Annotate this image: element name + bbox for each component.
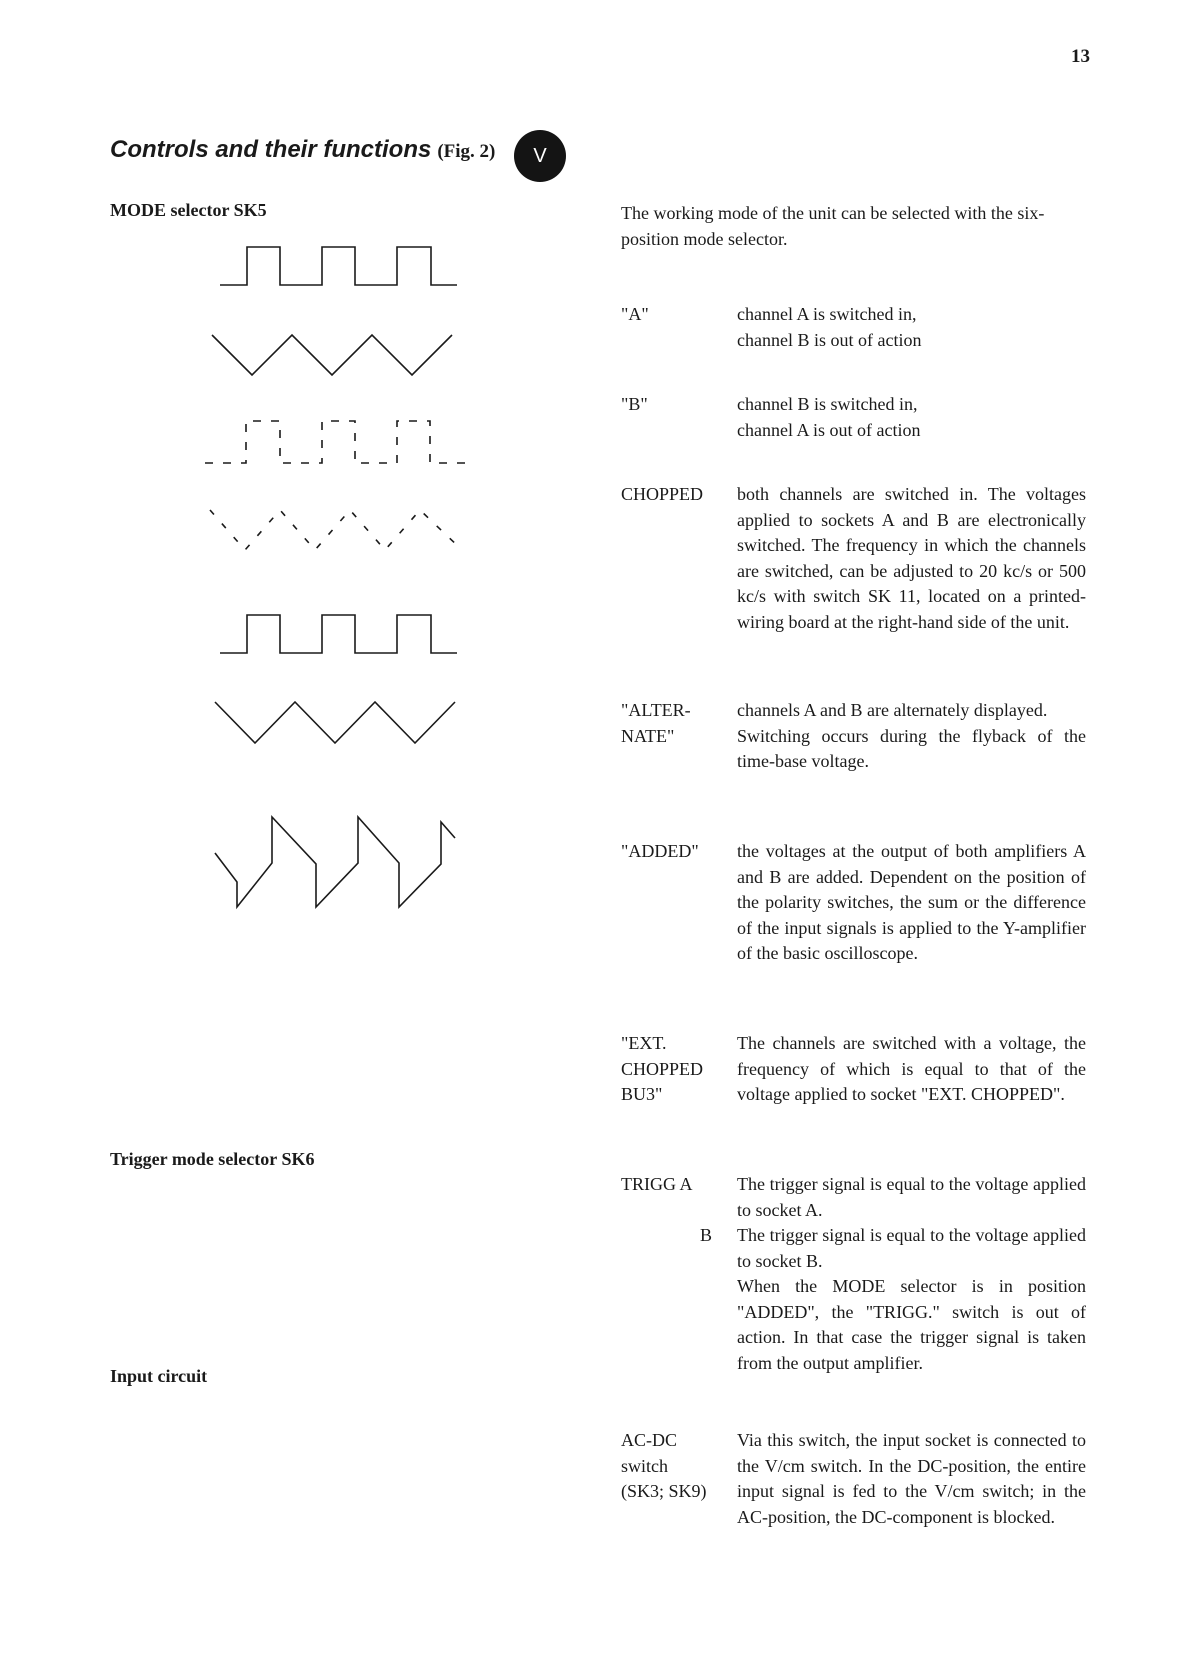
entry-label: CHOPPED <box>621 484 704 504</box>
entry-text: The trigger signal is equal to the voltage applied to socket B. When the MODE selector is in position "ADDED", the "TRIGG." switch is out of action. In that case the trigger signal is taken from the output amplifier. <box>737 1225 1086 1373</box>
mode-selector-heading: MODE selector SK5 <box>110 200 267 220</box>
entry-label: "ADDED" <box>621 841 699 861</box>
entry-text: channels A and B are alternately displayed. Switching occurs during the flyback of the time-base voltage. <box>737 700 1086 772</box>
input-circuit-heading: Input circuit <box>110 1366 208 1386</box>
entry-text: both channels are switched in. The voltages applied to sockets A and B are electronically switched. The frequency in which the channels are switched, can be adjusted to 20 kc/s or 500 kc/s with switch SK 11, located on a printed-wiring board at the right-hand side of the unit. <box>737 484 1086 632</box>
dashed-square-wave <box>205 421 468 463</box>
page-title <box>110 136 495 164</box>
figure-reference: (Fig. 2) <box>437 141 496 162</box>
mode-entry-ext-chopped <box>621 1031 1086 1108</box>
entry-text: the voltages at the output of both amplifiers A and B are added. Dependent on the position of the polarity switches, the sum or the difference of the input signals is applied to the Y-amplifier of the basic oscilloscope. <box>737 841 1086 964</box>
entry-label: TRIGG A <box>621 1174 693 1194</box>
entry-text: The channels are switched with a voltage, the frequency of which is equal to that of the voltage applied to socket "EXT. CHOPPED". <box>737 1033 1086 1105</box>
trigger-selector-heading: Trigger mode selector SK6 <box>110 1149 315 1169</box>
dashed-triangle-wave <box>210 510 462 550</box>
waveform-illustrations <box>200 235 480 925</box>
mode-entry-a <box>621 302 1086 353</box>
mode-entry-b <box>621 392 1086 443</box>
square-wave-2 <box>220 615 457 653</box>
mode-entry-added <box>621 839 1086 967</box>
entry-label: "EXT. CHOPPED BU3" <box>621 1033 704 1105</box>
entry-text: channel A is switched in, channel B is out of action <box>737 304 922 350</box>
trigger-entry-b <box>621 1223 1086 1377</box>
added-waveform <box>215 817 455 907</box>
trigger-entry-a <box>621 1172 1086 1223</box>
mode-entry-alternate <box>621 698 1086 775</box>
square-wave-1 <box>220 247 457 285</box>
intro-paragraph: The working mode of the unit can be selected with the six-position mode selector. <box>621 203 1045 249</box>
entry-label: "B" <box>621 394 648 414</box>
section-badge: V <box>514 130 566 182</box>
entry-label: AC-DC switch (SK3; SK9) <box>621 1430 707 1502</box>
entry-text: The trigger signal is equal to the voltage applied to socket A. <box>737 1174 1086 1220</box>
triangle-wave-2 <box>215 702 455 743</box>
entry-label: "A" <box>621 304 649 324</box>
entry-label: B <box>699 1225 712 1245</box>
title-text: Controls and their functions <box>110 136 432 163</box>
ac-dc-switch-entry <box>621 1428 1086 1530</box>
triangle-wave-1 <box>212 335 452 375</box>
mode-entry-chopped <box>621 482 1086 636</box>
entry-text: channel B is switched in, channel A is out of action <box>737 394 921 440</box>
entry-text: Via this switch, the input socket is connected to the V/cm switch. In the DC-position, the entire input signal is fed to the V/cm switch; in the AC-position, the DC-component is blocked. <box>737 1430 1086 1527</box>
entry-label: "ALTER- NATE" <box>621 700 691 746</box>
page-number: 13 <box>1071 46 1090 67</box>
